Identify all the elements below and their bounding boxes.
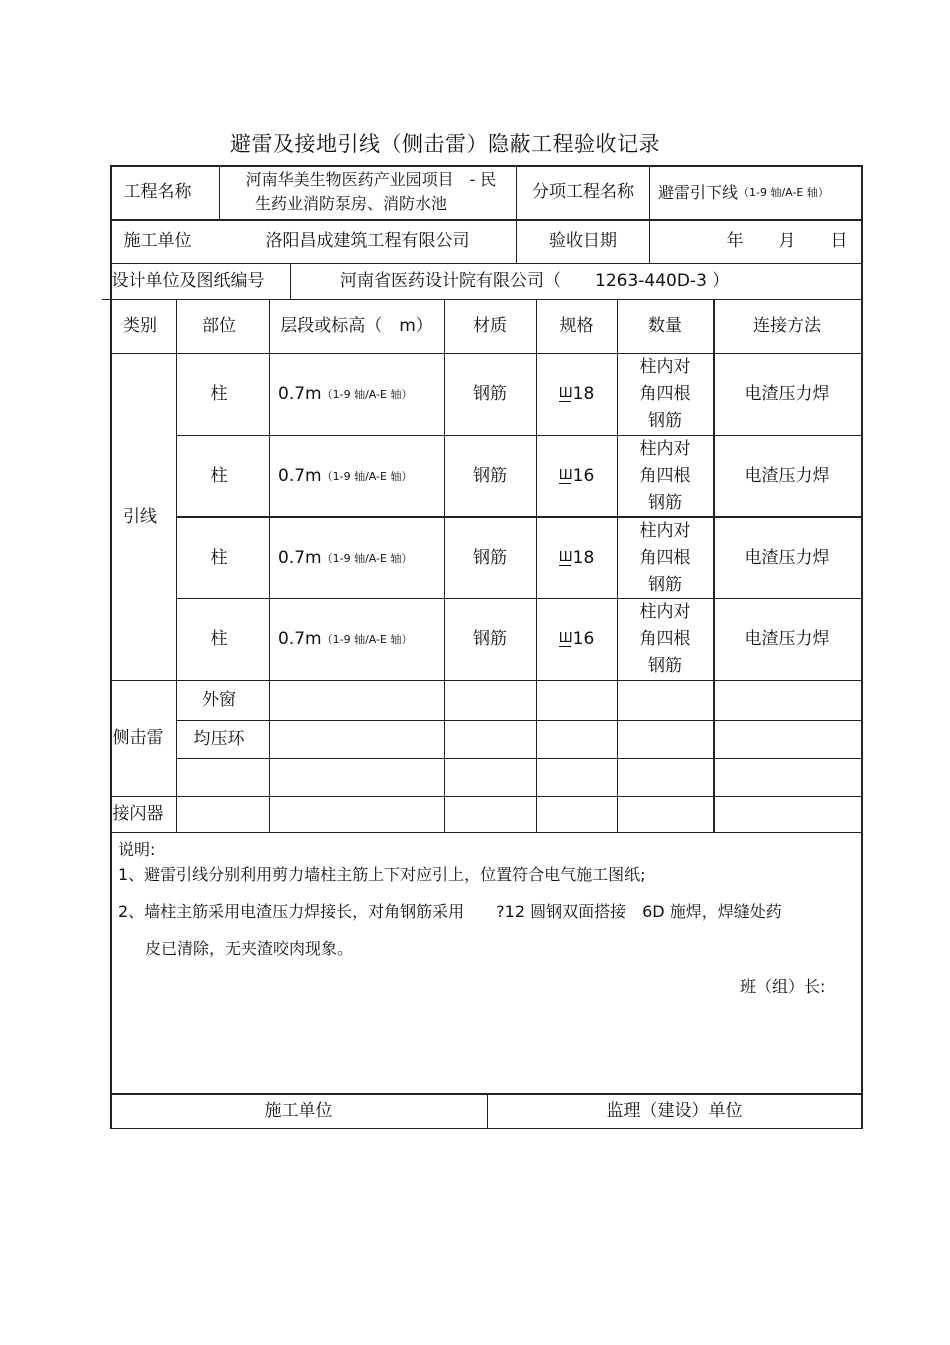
row-level: 0.7m （1-9 轴/A-E 轴） <box>278 465 413 486</box>
project-value <box>228 168 514 216</box>
col-spec: 规格 <box>559 316 594 336</box>
subproject-axis: （1-9 轴/A-E 轴） <box>738 186 829 199</box>
side-row-ring: 均压环 <box>193 729 245 749</box>
col-method: 连接方法 <box>753 316 821 336</box>
footer-supervisor: 监理（建设）单位 <box>606 1101 743 1121</box>
date-day: 日 <box>830 231 848 251</box>
col-category: 类别 <box>123 316 157 336</box>
row-material: 钢筋 <box>473 547 507 568</box>
side-row-window: 外窗 <box>202 690 236 710</box>
design-value: 河南省医药设计院有限公司（ 1263-440D-3 ） <box>340 271 730 291</box>
row-method: 电渣压力焊 <box>744 547 830 568</box>
group-air-terminal: 接闪器 <box>112 804 164 824</box>
row-level: 0.7m （1-9 轴/A-E 轴） <box>278 629 413 649</box>
contractor-value: 洛阳昌成建筑工程有限公司 <box>265 231 470 251</box>
row-method: 电渣压力焊 <box>744 384 830 404</box>
row-spec: Ш 18 <box>558 547 595 568</box>
footer-contractor: 施工单位 <box>264 1101 333 1121</box>
row-part: 柱 <box>210 384 228 404</box>
row-quantity: 柱内对 角四根 钢筋 <box>639 602 691 676</box>
group-side-strike: 侧击雷 <box>112 728 164 748</box>
rebar-grade-icon: Ш <box>558 631 571 646</box>
page-title: 避雷及接地引线（侧击雷）隐蔽工程验收记录 <box>230 132 660 156</box>
row-spec: Ш 16 <box>558 629 595 649</box>
rebar-grade-icon: Ш <box>558 549 571 565</box>
date-label: 验收日期 <box>549 231 617 251</box>
team-leader-label: 班（组）长: <box>740 977 826 996</box>
subproject-label: 分项工程名称 <box>532 182 634 202</box>
row-part: 柱 <box>210 465 228 486</box>
group-lead: 引线 <box>123 506 157 527</box>
project-value-line2: 生药业消防泵房、消防水池 <box>254 194 447 213</box>
rebar-grade-icon: Ш <box>558 386 571 401</box>
rebar-grade-icon: Ш <box>558 467 571 483</box>
project-label: 工程名称 <box>123 182 192 202</box>
row-quantity: 柱内对 角四根 钢筋 <box>639 357 691 431</box>
date-month: 月 <box>778 231 796 251</box>
row-material: 钢筋 <box>473 629 507 649</box>
row-quantity: 柱内对 角四根 钢筋 <box>639 438 691 513</box>
col-part: 部位 <box>202 316 236 336</box>
row-method: 电渣压力焊 <box>744 465 830 486</box>
row-level: 0.7m （1-9 轴/A-E 轴） <box>278 547 413 568</box>
col-material: 材质 <box>473 316 507 336</box>
row-method: 电渣压力焊 <box>744 629 830 649</box>
row-spec: Ш 16 <box>558 465 595 486</box>
row-level: 0.7m （1-9 轴/A-E 轴） <box>278 384 413 404</box>
row-material: 钢筋 <box>473 384 507 404</box>
row-quantity: 柱内对 角四根 钢筋 <box>639 520 691 595</box>
notes-line-2: 2、墙柱主筋采用电渣压力焊接长，对角钢筋采用 ?12 圆钢双面搭接 6D 施焊，焊缝处药 <box>118 902 782 921</box>
col-level: 层段或标高（ m） <box>280 316 433 336</box>
row-spec: Ш 18 <box>558 384 595 404</box>
row-material: 钢筋 <box>473 465 507 486</box>
project-value-line1: 河南华美生物医药产业园项目 - 民 <box>245 170 497 189</box>
col-quantity: 数量 <box>648 316 682 336</box>
notes-line-3: 皮已清除，无夹渣咬肉现象。 <box>145 939 354 958</box>
row-part: 柱 <box>210 629 228 649</box>
row-part: 柱 <box>210 547 228 568</box>
subproject-value: 避雷引下线 （1-9 轴/A-E 轴） <box>658 166 862 219</box>
date-year: 年 <box>726 231 744 251</box>
contractor-label: 施工单位 <box>123 231 192 251</box>
notes-heading: 说明: <box>118 840 156 859</box>
design-label: 设计单位及图纸编号 <box>111 271 265 291</box>
notes-line-1: 1、避雷引线分别利用剪力墙柱主筋上下对应引上，位置符合电气施工图纸; <box>118 865 646 884</box>
